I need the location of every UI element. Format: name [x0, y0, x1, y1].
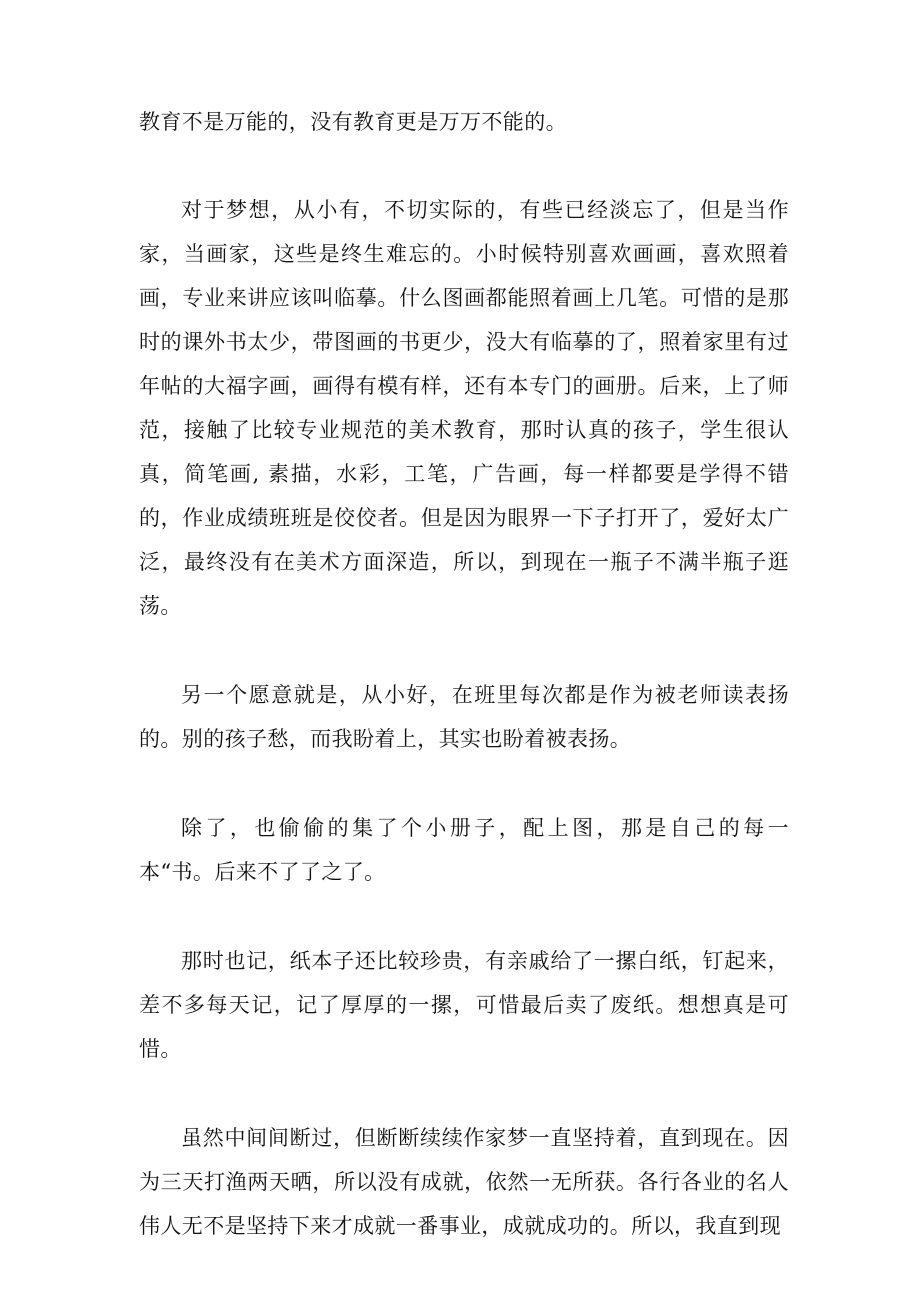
- document-body: [139, 100, 789, 1293]
- paragraph-1: 教育不是万能的，没有教育更是万万不能的。: [139, 110, 567, 134]
- paragraph-5: 那时也记，纸本子还比较珍贵，有亲戚给了一摞白纸，钉起来，差不多每天记，记了厚厚的一摞，可惜最后卖了废纸。想想真是可惜。: [139, 949, 789, 1061]
- paragraph-3: 另一个愿意就是，从小好，在班里每次都是作为被老师读表扬的。别的孩子愁，而我盼着上，其实也盼着被表扬。: [139, 683, 789, 751]
- paragraph-6: 虽然中间间断过，但断断续续作家梦一直坚持着，直到现在。因为三天打渔两天晒，所以没有成就，依然一无所获。各行各业的名人伟人无不是坚持下来才成就一番事业，成就成功的。所以，我直到现: [139, 1126, 789, 1238]
- paragraph-2: 对于梦想，从小有，不切实际的，有些已经淡忘了，但是当作家，当画家，这些是终生难忘的。小时候特别喜欢画画，喜欢照着画，专业来讲应该叫临摹。什么图画都能照着画上几笔。可惜的是那时的课外书太少，带图画的书更少，没大有临摹的了，照着家里有过年帖的大福字画，画得有模有样，还有本专门的画册。后来，上了师范，接触了比较专业规范的美术教育，那时认真的孩子，学生很认真，简笔画, 素描，水彩，工笔，广告画，每一样都要是学得不错的，作业成绩班班是佼佼者。但是因为眼界一下子打开了，爱好太广泛，最终没有在美术方面深造，所以，到现在一瓶子不满半瓶子逛荡。: [139, 198, 789, 618]
- paragraph-4: 除了，也偷偷的集了个小册子，配上图，那是自己的每一本“书。后来不了了之了。: [139, 816, 789, 884]
